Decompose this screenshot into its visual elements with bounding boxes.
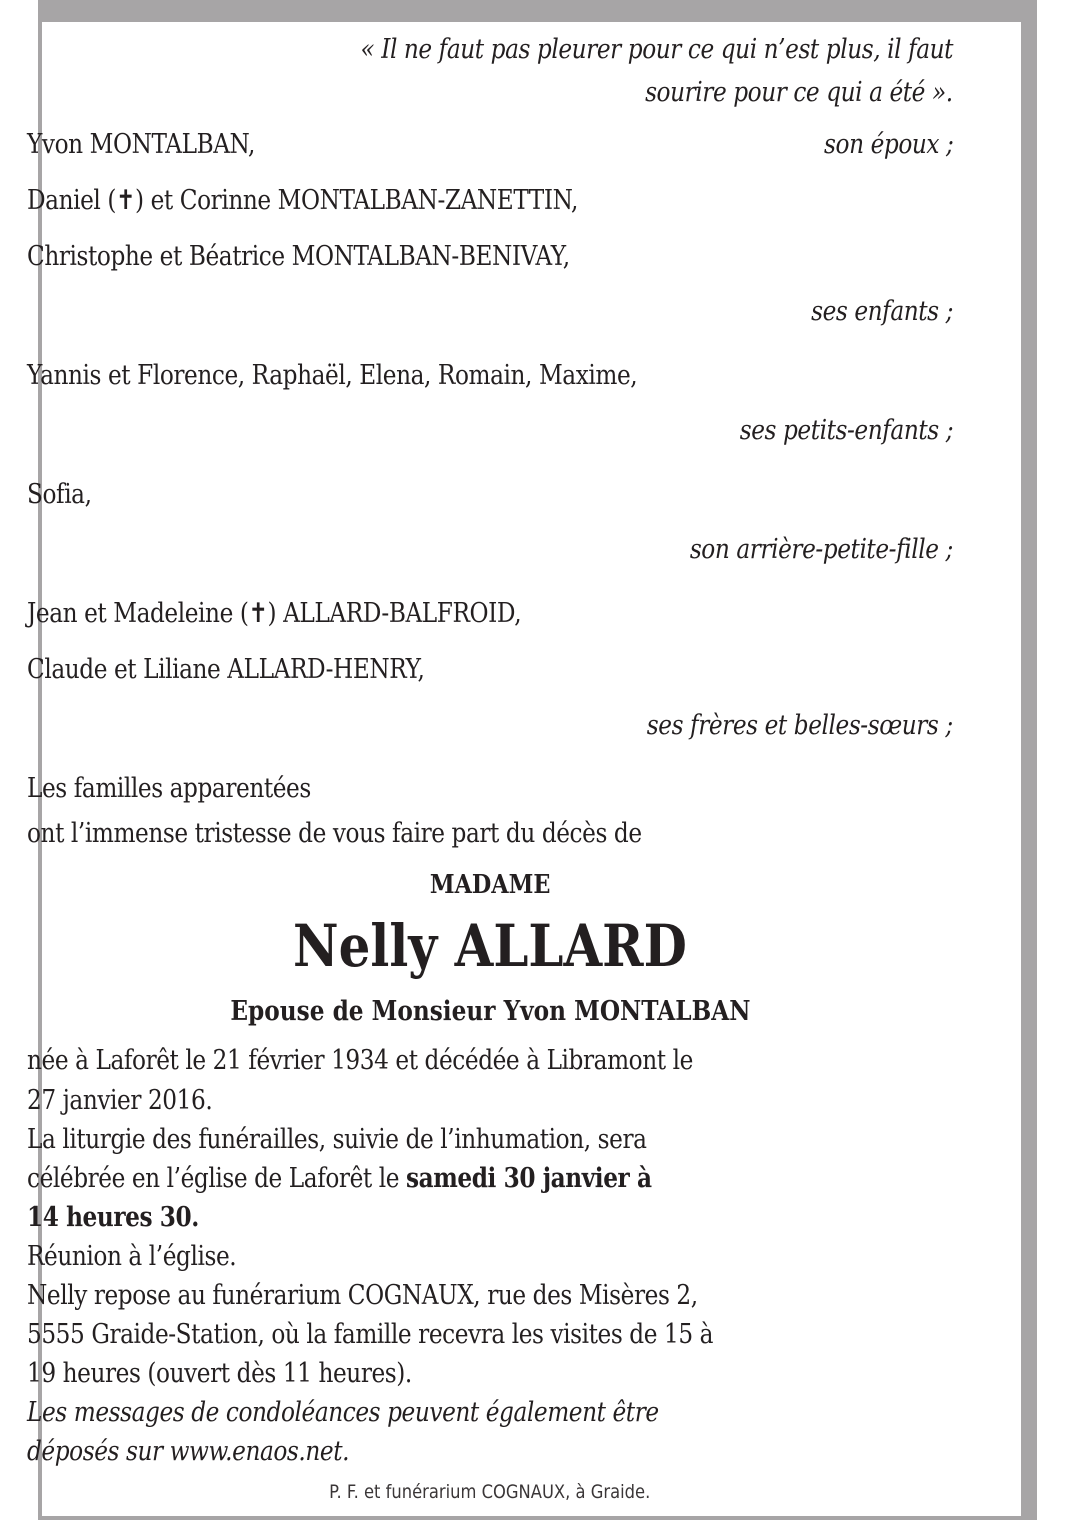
rest-line-1: Nelly repose au funérarium COGNAUX, rue des Misères 2,: [27, 1280, 698, 1311]
family-relation-grandchildren: ses petits-enfants ;: [739, 415, 953, 446]
quote-line-1: « Il ne faut pas pleurer pour ce qui n’est plus, il faut: [360, 34, 953, 65]
funeral-home-credit: P. F. et funérarium COGNAUX, à Graide.: [329, 1481, 651, 1503]
family-relation-siblings: ses frères et belles-sœurs ;: [647, 710, 953, 741]
family-name: Sofia,: [27, 479, 92, 510]
deceased-title-wrap: [27, 870, 953, 900]
liturgy-time: 14 heures 30.: [27, 1202, 199, 1233]
family-relation-spouse: son époux ;: [823, 129, 953, 160]
family-name: Yannis et Florence, Raphaël, Elena, Romain, Maxime,: [27, 360, 638, 391]
condolences-line-2: déposés sur www.enaos.net.: [27, 1436, 350, 1467]
deceased-title: MADAME: [429, 870, 551, 900]
announcement-line-1: Les familles apparentées: [27, 773, 311, 804]
rest-line-3: 19 heures (ouvert dès 11 heures).: [27, 1358, 412, 1389]
liturgy-line-3: [27, 1202, 199, 1233]
family-name: Jean et Madeleine (✝) ALLARD-BALFROID,: [27, 598, 522, 629]
family-name: Daniel (✝) et Corinne MONTALBAN-ZANETTIN,: [27, 185, 578, 216]
liturgy-date: samedi 30 janvier à: [406, 1163, 652, 1194]
family-name: Christophe et Béatrice MONTALBAN-BENIVAY,: [27, 241, 570, 272]
deceased-name: Nelly ALLARD: [293, 912, 687, 980]
rest-line-2: 5555 Graide-Station, où la famille recevra les visites de 15 à: [27, 1319, 714, 1350]
liturgy-line-1: La liturgie des funérailles, suivie de l’inhumation, sera: [27, 1124, 647, 1155]
birth-line-1: née à Laforêt le 21 février 1934 et décédée à Libramont le: [27, 1045, 693, 1076]
deceased-spouse-wrap: [27, 996, 953, 1027]
meeting-line: Réunion à l’église.: [27, 1241, 237, 1272]
family-name: Yvon MONTALBAN,: [27, 129, 255, 160]
family-name: Claude et Liliane ALLARD-HENRY,: [27, 654, 425, 685]
deceased-spouse: Epouse de Monsieur Yvon MONTALBAN: [229, 996, 751, 1027]
quote-line-2: sourire pour ce qui a été ».: [645, 77, 953, 108]
deceased-name-wrap: [27, 912, 953, 980]
footer-wrap: [27, 1481, 953, 1503]
family-relation-children: ses enfants ;: [811, 296, 953, 327]
liturgy-line-2: [27, 1163, 652, 1194]
condolences-line-1: Les messages de condoléances peuvent également être: [27, 1397, 659, 1428]
announcement-line-2: ont l’immense tristesse de vous faire part du décès de: [27, 818, 642, 849]
birth-line-2: 27 janvier 2016.: [27, 1085, 213, 1116]
family-relation-great-granddaughter: son arrière-petite-fille ;: [689, 534, 953, 565]
liturgy-line-2-text: célébrée en l’église de Laforêt le: [27, 1163, 407, 1194]
